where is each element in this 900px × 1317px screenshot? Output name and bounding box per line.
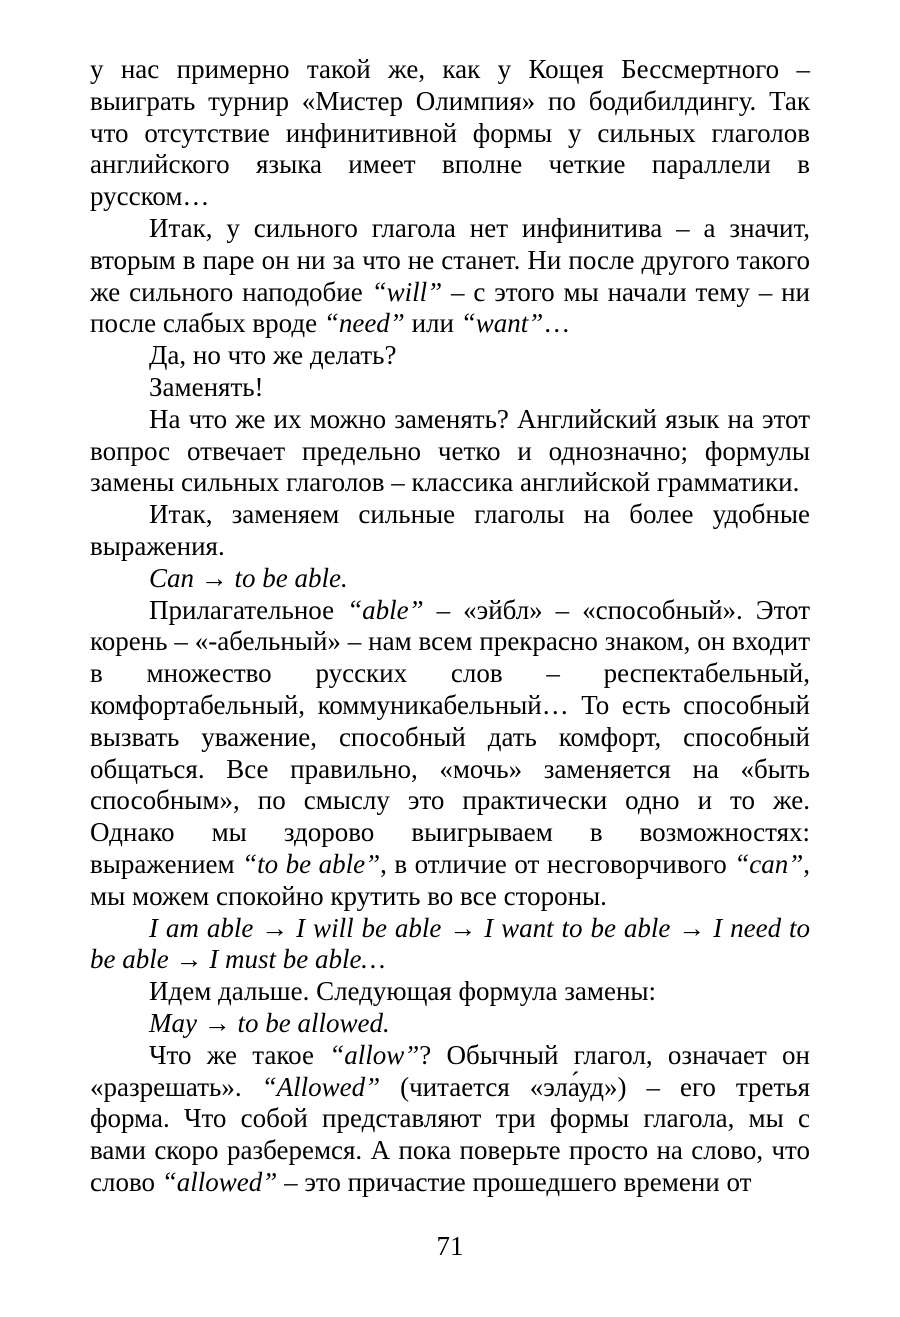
paragraph-9 [90,1040,810,1199]
paragraph-8: Идем дальше. Следующая формула замены: [149,976,657,1007]
paragraph-2-text-b: – с этого мы начали тему – ни после слабых вроде [90,276,810,339]
term-allowed-2: “allowed” [161,1166,278,1197]
page-text [90,54,810,1199]
term-want: “want” [460,308,544,339]
paragraph-7 [90,595,810,913]
paragraph-2-text-d: … [543,308,571,339]
formula-can: Can → to be able. [149,562,348,593]
paragraph-9-text-b: ? Обычный глагол, означает он «разрешать». [90,1039,810,1102]
paragraph-9-text-d: – это причастие прошедшего времени от [277,1166,752,1197]
formula-able-chain: I am able → I will be able → I want to be able → I need to be able → I must be able… [90,912,810,975]
paragraph-7-text-d: , мы можем спокойно крутить во все стороны. [90,848,810,911]
paragraph-2-text-c: или [404,308,461,339]
formula-may: May → to be allowed. [149,1007,390,1038]
paragraph-7-text-c: , в отличие от несговорчивого [380,848,735,879]
paragraph-4: Заменять! [149,371,264,402]
page-number: 71 [436,1231,464,1261]
paragraph-1: у нас примерно такой же, как у Кощея Бессмертного – выиграть турнир «Мистер Олимпия» по бодибилдингу. Так что отсутствие инфинитивной формы у сильных глаголов английского языка имеет вполне четкие параллели в русском… [90,54,810,212]
paragraph-2 [90,213,810,340]
term-can: “can” [734,848,804,879]
term-allowed: “Allowed” [261,1071,381,1102]
paragraph-9-text-a: Что же такое [149,1039,330,1070]
term-allow: “allow” [329,1039,420,1070]
term-will: “will” [371,276,443,307]
paragraph-3: Да, но что же делать? [149,340,397,371]
paragraph-9-text-c: (читается «эла́уд») – его третья форма. Что собой представляют три формы глагола, мы с вами скоро разберемся. А пока поверьте просто на слово, что слово [90,1071,810,1197]
paragraph-5: На что же их можно заменять? Английский язык на этот вопрос отвечает предельно четко и однозначно; формулы замены сильных глаголов – классика английской грамматики. [90,403,810,498]
paragraph-6: Итак, заменяем сильные глаголы на более удобные выражения. [90,499,810,561]
term-to-be-able: “to be able” [242,848,381,879]
term-able: “able” [347,594,424,625]
paragraph-7-text-a: Прилагательное [149,594,348,625]
paragraph-2-text-a: Итак, у сильного глагола нет инфинитива – а значит, вторым в паре он ни за что не станет. Ни после другого такого же сильного наподобие [90,212,810,307]
term-need: “need” [323,308,405,339]
paragraph-7-text-b: – «эйбл» – «способный». Этот корень – «-абельный» – нам всем прекрасно знаком, он входит в множество русских слов – респектабельный, комфортабельный, коммуникабельный… То есть способный вызвать уважение, способный дать комфорт, способный общаться. Все правильно, «мочь» заменяется на «быть способным», по смыслу это практически одно и то же. Однако мы здорово выигрываем в возможностях: выражением [90,594,810,879]
